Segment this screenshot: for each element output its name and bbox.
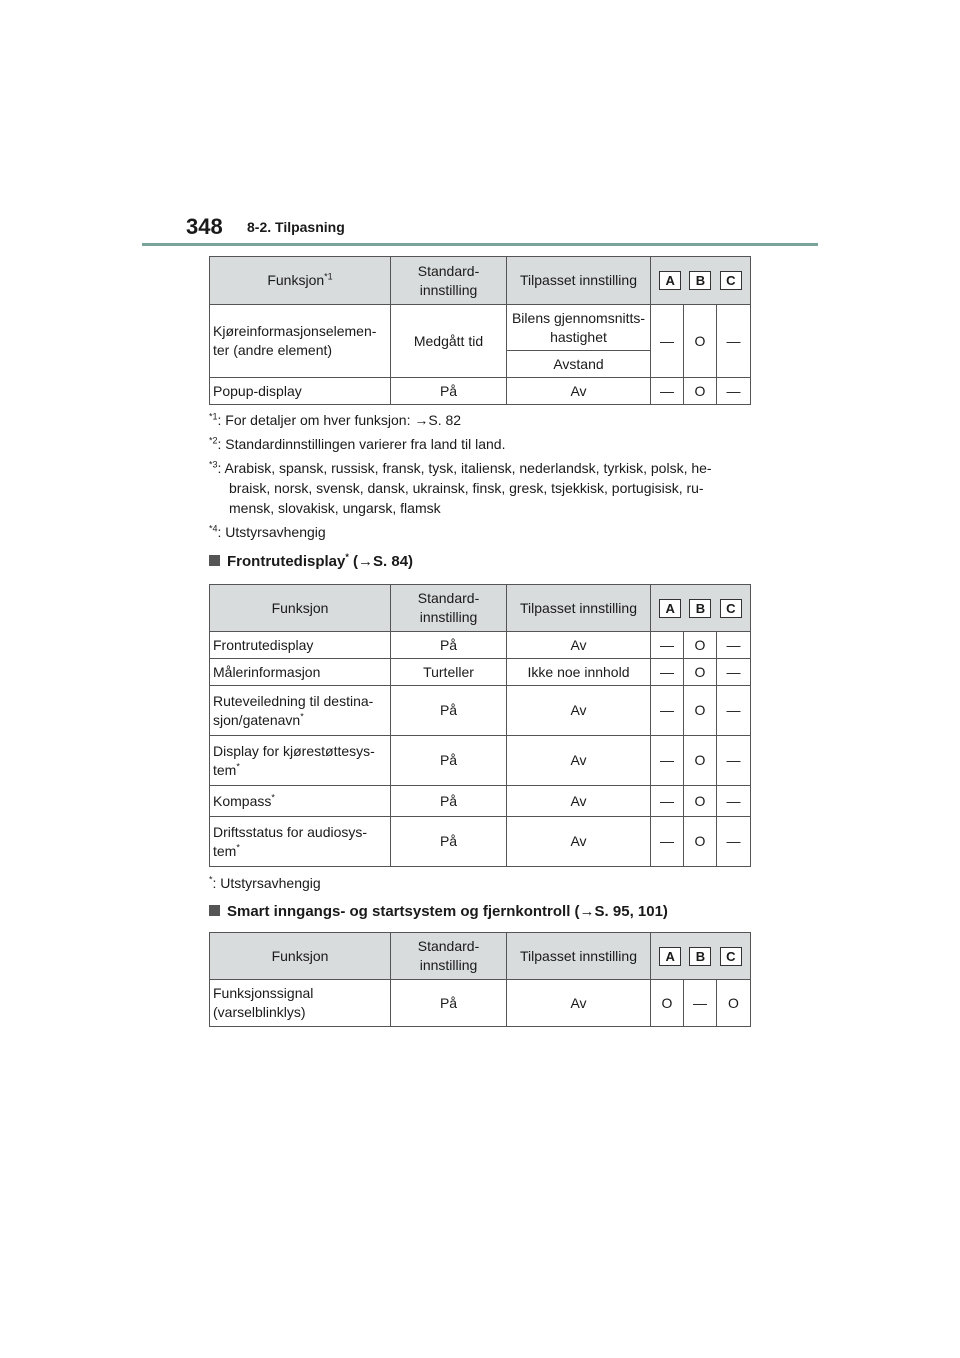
- footnote-marker: *: [236, 841, 240, 852]
- label-b-icon: B: [689, 947, 711, 966]
- cell-c: —: [717, 736, 751, 786]
- subsection-heading: Frontrutedisplay* (→S. 84): [209, 553, 413, 570]
- table-row: [210, 378, 751, 405]
- cell-standard: På: [391, 786, 507, 817]
- column-header-standard: Standard- innstilling: [391, 933, 507, 980]
- footnote: $^{*4}$: Utstyrsavhengig: [209, 523, 326, 540]
- label-a-icon: A: [659, 271, 681, 290]
- cell-funksjon: Display for kjørestøttesys- tem*: [210, 736, 391, 786]
- column-header-funksjon: Funksjon: [210, 933, 391, 980]
- cell-funksjon: Ruteveiledning til destina- sjon/gatenavn*: [210, 686, 391, 736]
- footnotes: [209, 410, 749, 546]
- settings-table-hud: [209, 584, 751, 867]
- cell-c: —: [717, 305, 751, 378]
- cell-tilpasset: Av: [507, 980, 651, 1027]
- column-header-abc: [651, 585, 751, 632]
- label-b-icon: B: [689, 599, 711, 618]
- label-c-icon: C: [720, 947, 742, 966]
- cell-standard: Turteller: [391, 659, 507, 686]
- table-row: [210, 305, 751, 351]
- cell-a: —: [651, 659, 684, 686]
- cell-tilpasset: Ikke noe innhold: [507, 659, 651, 686]
- section-title: 8-2. Tilpasning: [247, 219, 345, 235]
- cell-c: —: [717, 378, 751, 405]
- cell-c: —: [717, 659, 751, 686]
- cell-a: —: [651, 736, 684, 786]
- label-b-icon: B: [689, 271, 711, 290]
- cell-b: O: [684, 305, 717, 378]
- cell-funksjon: Målerinformasjon: [210, 659, 391, 686]
- cell-tilpasset: Av: [507, 817, 651, 867]
- cell-standard: Medgått tid: [391, 305, 507, 378]
- header-divider: [142, 243, 818, 246]
- cell-b: O: [684, 378, 717, 405]
- footnote: *: Utstyrsavhengig: [209, 874, 321, 891]
- cell-a: —: [651, 632, 684, 659]
- square-bullet-icon: [209, 555, 220, 566]
- footnote: $^{*1}$: For detaljer om hver funksjon: →S. 82: [209, 411, 462, 428]
- column-header-standard: Standard- innstilling: [391, 257, 507, 305]
- cell-standard: På: [391, 736, 507, 786]
- footnote-marker: *: [300, 710, 304, 721]
- settings-table-driving-info: [209, 256, 751, 405]
- cell-b: O: [684, 786, 717, 817]
- cell-tilpasset: Av: [507, 786, 651, 817]
- cell-option: Bilens gjennomsnitts- hastighet: [507, 305, 651, 351]
- cell-c: O: [717, 980, 751, 1027]
- footnote: $^{*3}$: Arabisk, spansk, russisk, fransk, tysk, italiensk, nederlandsk, tyrkisk, polsk, he- braisk, norsk, svensk, dansk, ukrainsk, finsk, gresk, tsjekkisk, portugisisk, ru- mensk, slovakisk, ungarsk, flamsk: [209, 459, 712, 516]
- cell-funksjon: Popup-display: [210, 378, 391, 405]
- cell-a: —: [651, 786, 684, 817]
- cell-c: —: [717, 632, 751, 659]
- footnote-marker: *: [236, 760, 240, 771]
- cell-b: O: [684, 736, 717, 786]
- column-header-tilpasset: Tilpasset innstilling: [507, 585, 651, 632]
- column-header-abc: [651, 933, 751, 980]
- cell-c: —: [717, 817, 751, 867]
- cell-standard: På: [391, 817, 507, 867]
- table-row: [210, 817, 751, 867]
- cell-standard: På: [391, 632, 507, 659]
- footnote-marker: *: [271, 791, 275, 802]
- column-header-funksjon: Funksjon: [210, 585, 391, 632]
- cell-funksjon: Kjøreinformasjonselemen- ter (andre element): [210, 305, 391, 378]
- column-header-abc: [651, 257, 751, 305]
- cell-b: —: [684, 980, 717, 1027]
- cell-funksjon: Driftsstatus for audiosys- tem*: [210, 817, 391, 867]
- cell-standard: På: [391, 378, 507, 405]
- cell-standard: På: [391, 686, 507, 736]
- cell-tilpasset: Av: [507, 736, 651, 786]
- cell-a: —: [651, 686, 684, 736]
- table-row: [210, 980, 751, 1027]
- table-row: [210, 686, 751, 736]
- cell-a: —: [651, 305, 684, 378]
- cell-b: O: [684, 659, 717, 686]
- cell-a: —: [651, 378, 684, 405]
- footnote-marker: *1: [324, 271, 333, 282]
- cell-a: O: [651, 980, 684, 1027]
- table-row: [210, 632, 751, 659]
- footnote: $^{*2}$: Standardinnstillingen varierer fra land til land.: [209, 435, 506, 452]
- column-header-tilpasset: Tilpasset innstilling: [507, 933, 651, 980]
- cell-tilpasset: Av: [507, 632, 651, 659]
- subsection-heading: Smart inngangs- og startsystem og fjernkontroll (→S. 95, 101): [209, 903, 668, 920]
- label-c-icon: C: [720, 271, 742, 290]
- label-a-icon: A: [659, 947, 681, 966]
- label-a-icon: A: [659, 599, 681, 618]
- cell-b: O: [684, 686, 717, 736]
- cell-c: —: [717, 786, 751, 817]
- column-header-standard: Standard- innstilling: [391, 585, 507, 632]
- cell-a: —: [651, 817, 684, 867]
- table-row: [210, 659, 751, 686]
- cell-b: O: [684, 632, 717, 659]
- cell-c: —: [717, 686, 751, 736]
- table-row: [210, 786, 751, 817]
- page-number: 348: [186, 214, 223, 239]
- cell-funksjon: Kompass*: [210, 786, 391, 817]
- label-c-icon: C: [720, 599, 742, 618]
- cell-funksjon: Frontrutedisplay: [210, 632, 391, 659]
- cell-option: Avstand: [507, 351, 651, 378]
- column-header-funksjon: Funksjon$^{*1}$: [210, 257, 391, 305]
- cell-b: O: [684, 817, 717, 867]
- cell-tilpasset: Av: [507, 378, 651, 405]
- column-header-tilpasset: Tilpasset innstilling: [507, 257, 651, 305]
- cell-standard: På: [391, 980, 507, 1027]
- table-row: [210, 736, 751, 786]
- settings-table-smart-entry: [209, 932, 751, 1027]
- cell-funksjon: Funksjonssignal (varselblinklys): [210, 980, 391, 1027]
- cell-tilpasset: Av: [507, 686, 651, 736]
- square-bullet-icon: [209, 905, 220, 916]
